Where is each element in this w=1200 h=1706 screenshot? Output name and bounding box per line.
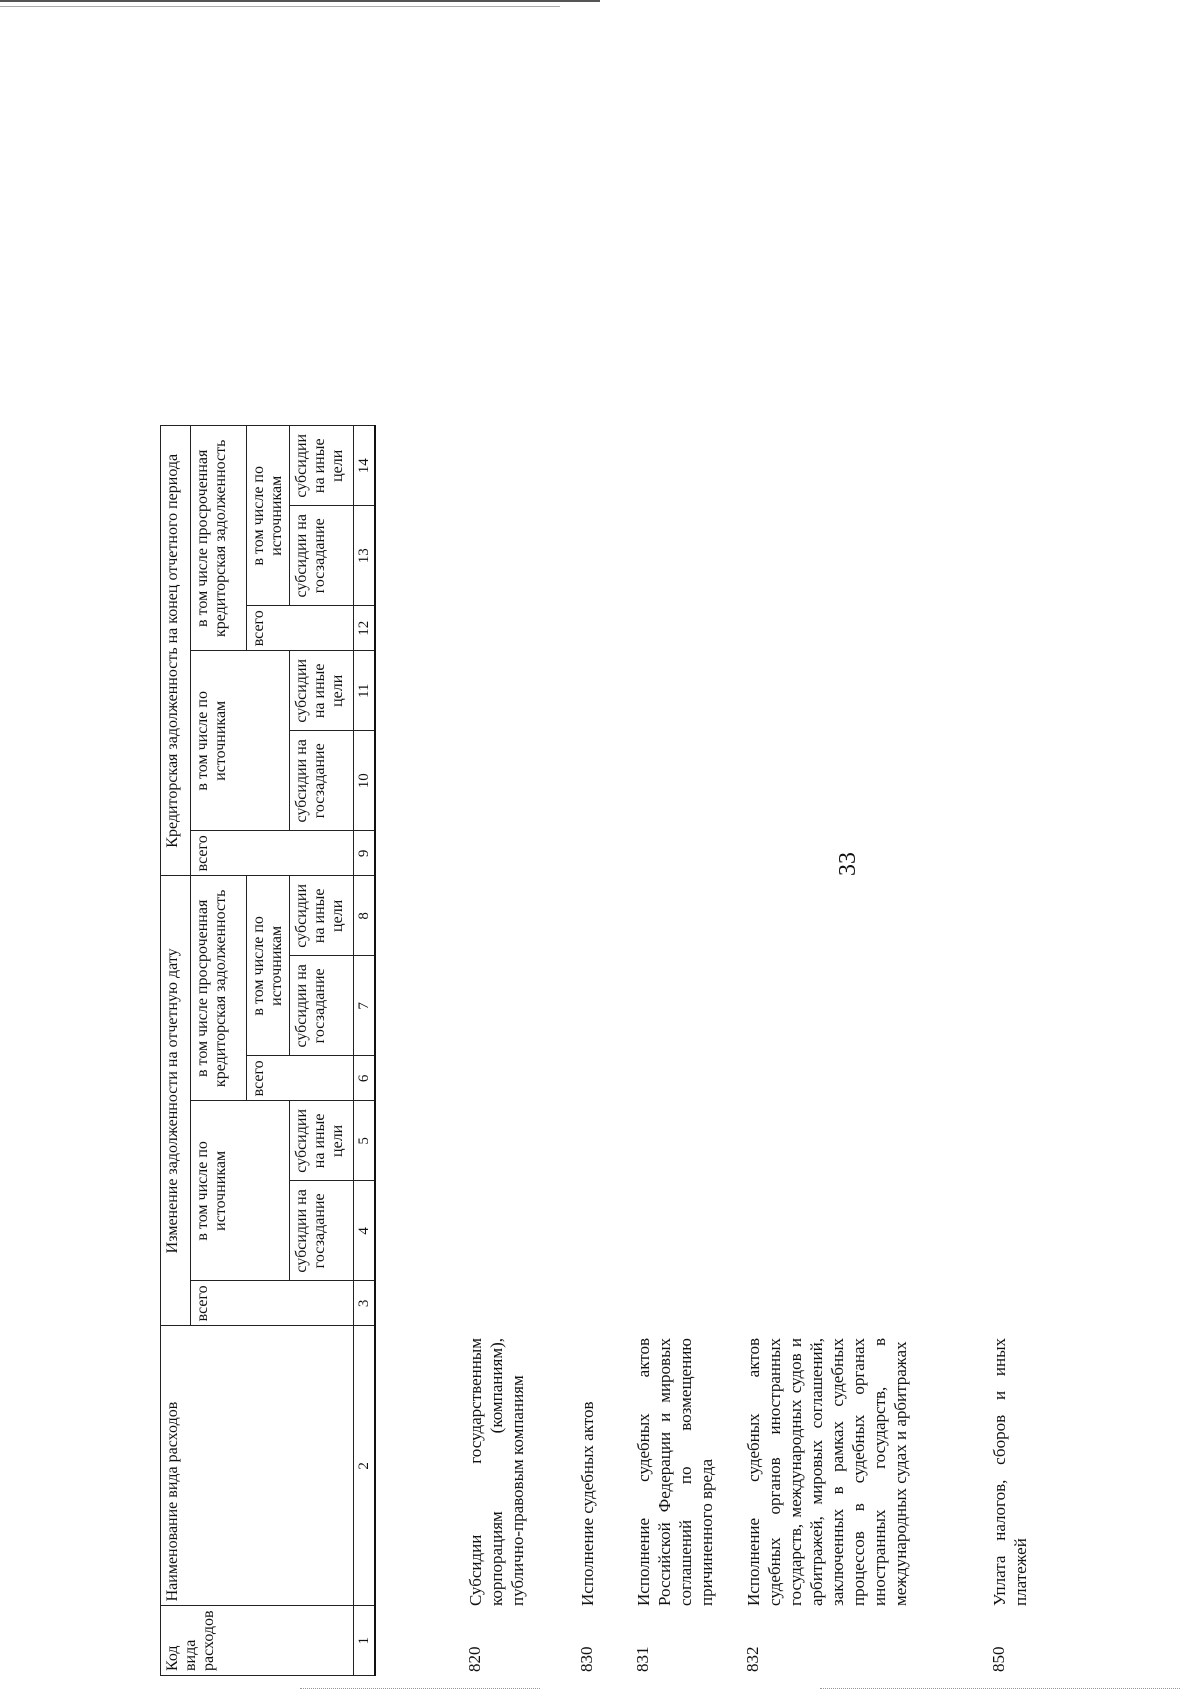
col-num: 7: [354, 956, 376, 1056]
row-code: 831: [633, 1646, 652, 1672]
header-po-istochnikam-prosr-change: в том числе по источникам: [247, 876, 290, 1056]
col-num: 8: [354, 876, 376, 956]
header-goszadanie-7: субсидии на госзадание: [290, 956, 354, 1056]
header-po-istochnikam-end: в том числе по источникам: [191, 651, 290, 831]
header-name: Наименование вида расходов: [161, 1326, 354, 1606]
page-number: 33: [835, 852, 861, 876]
col-num: 3: [354, 1281, 376, 1326]
col-num: 11: [354, 651, 376, 731]
row-name: Исполнение судебных актов судебных органов иностранных государств, международных судов и арбитражей, мировых соглашений, заключенных в рамках судебных процессов в судебных органах иностранных государств, в международных судах и арбитражах: [744, 1338, 910, 1606]
row-code: 850: [989, 1646, 1008, 1672]
header-end-group: Кредиторская задолженность на конец отчетного периода: [161, 426, 191, 876]
header-vsego-6: всего: [247, 1056, 354, 1101]
header-goszadanie-4: субсидии на госзадание: [290, 1181, 354, 1281]
header-inye-14: субсидии на иные цели: [290, 426, 354, 506]
row-name: Исполнение судебных актов: [578, 1401, 597, 1606]
row-code: 832: [743, 1646, 762, 1672]
col-num: 13: [354, 506, 376, 606]
header-goszadanie-13: субсидии на госзадание: [290, 506, 354, 606]
col-num: 9: [354, 831, 376, 876]
col-num: 14: [354, 426, 376, 506]
header-prosrochennaya-end: в том числе просроченная кредиторская задолженность: [191, 426, 247, 651]
col-num: 10: [354, 731, 376, 831]
header-inye-11: субсидии на иные цели: [290, 651, 354, 731]
col-num: 2: [354, 1326, 376, 1606]
header-code: Код вида расходов: [161, 1606, 354, 1676]
header-vsego-3: всего: [191, 1281, 354, 1326]
header-po-istochnikam-prosr-end: в том числе по источникам: [247, 426, 290, 606]
col-num: 4: [354, 1181, 376, 1281]
header-inye-8: субсидии на иные цели: [290, 876, 354, 956]
header-prosrochennaya-change: в том числе просроченная кредиторская задолженность: [191, 876, 247, 1101]
header-vsego-12: всего: [247, 606, 354, 651]
header-vsego-9: всего: [191, 831, 354, 876]
col-num: 6: [354, 1056, 376, 1101]
col-num: 1: [354, 1606, 376, 1676]
row-code: 830: [577, 1646, 596, 1672]
header-inye-5: субсидии на иные цели: [290, 1101, 354, 1181]
report-table: [160, 425, 376, 1676]
row-name: Уплата налогов, сборов и иных платежей: [990, 1338, 1030, 1606]
header-po-istochnikam-change: в том числе по источникам: [191, 1101, 290, 1281]
column-numbers-row: [354, 426, 376, 1676]
header-goszadanie-10: субсидии на госзадание: [290, 731, 354, 831]
row-code: 820: [465, 1646, 484, 1672]
row-name: Исполнение судебных актов Российской Федерации и мировых соглашений по возмещению причиненного вреда: [634, 1338, 716, 1606]
header-change-group: Изменение задолженности на отчетную дату: [161, 876, 191, 1326]
col-num: 5: [354, 1101, 376, 1181]
col-num: 12: [354, 606, 376, 651]
row-name: Субсидии государственным корпорациям (компаниям), публично-правовым компаниям: [466, 1338, 527, 1606]
